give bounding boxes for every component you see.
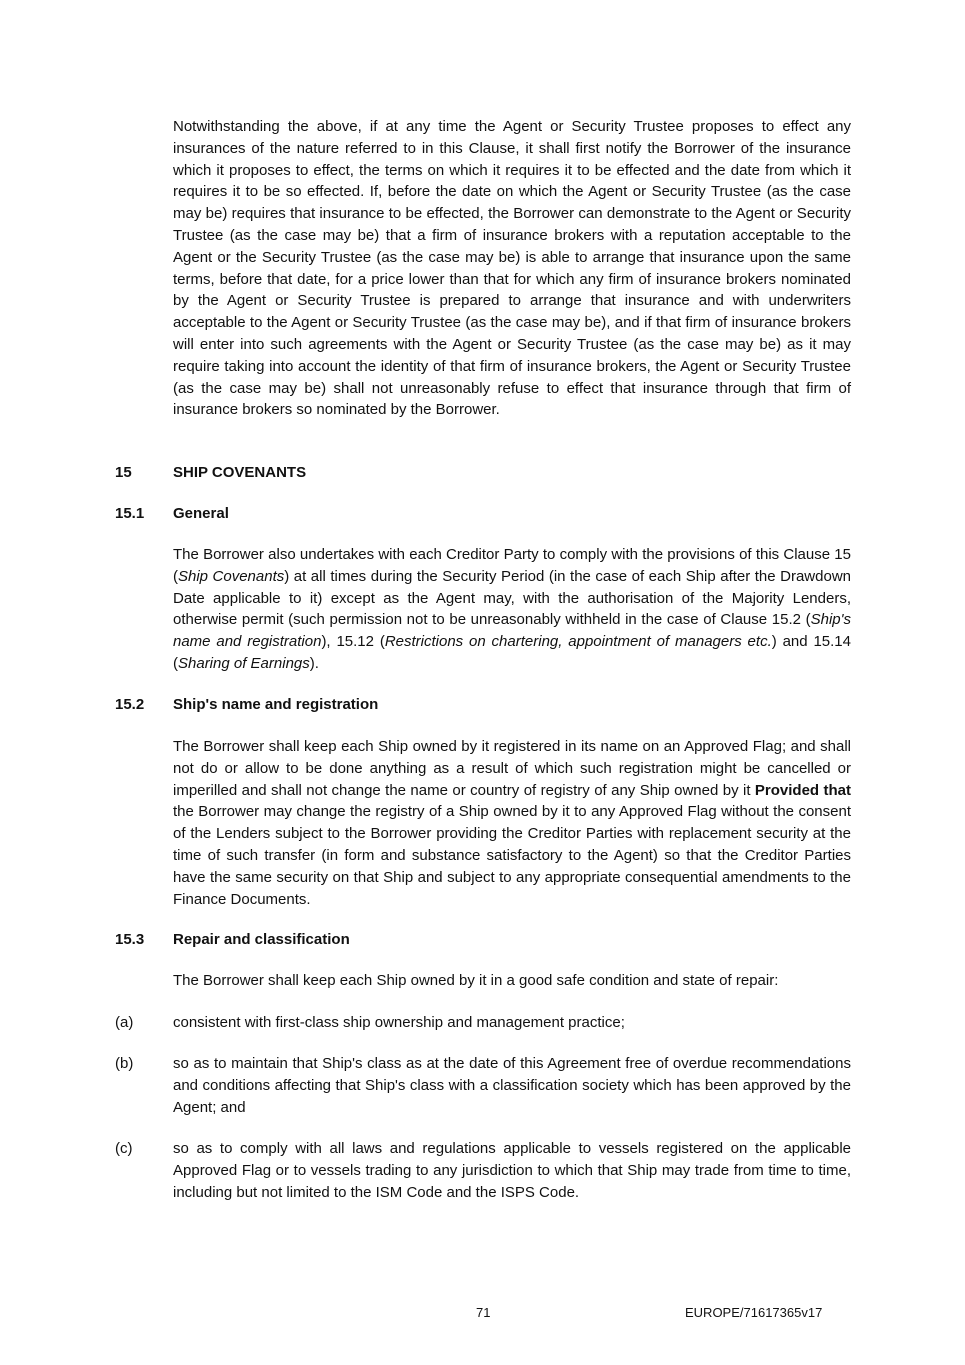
clause-15-3-intro: The Borrower shall keep each Ship owned by it in a good safe condition and state of repair:: [173, 972, 779, 989]
clause-15-2-heading: [115, 694, 378, 716]
clause-number: 15: [115, 464, 132, 481]
document-reference: EUROPE/71617365v17: [685, 1305, 823, 1320]
clause-15-heading: [115, 462, 306, 484]
list-item-label: (a): [115, 1014, 134, 1031]
list-item-label: (c): [115, 1140, 133, 1157]
clause-15-1-paragraph: The Borrower also undertakes with each Creditor Party to comply with the provisions of this Clause 15 (Ship Covenants) at all times during the Security Period (in the case of each Ship after the Drawdown Date applicable to it) except as the Agent may, with the authorisation of the Majority Lenders, otherwise permit (such permission not to be unreasonably withheld in the case of Clause 15.2 (Ship's name and registration), 15.12 (Restrictions on chartering, appointment of managers etc.) and 15.14 (Sharing of Earnings).: [173, 546, 851, 672]
intro-paragraph: Notwithstanding the above, if at any time the Agent or Security Trustee proposes to effect any insurances of the nature referred to in this Clause, it shall first notify the Borrower of the insurance which it proposes to effect, the terms on which it requires it to be effected and the date from which it requires it to be so effected. If, before the date on which the Agent or Security Trustee (as the case may be) requires that insurance to be effected, the Borrower can demonstrate to the Agent or Security Trustee (as the case may be) that a firm of insurance brokers with a reputation acceptable to the Agent or the Security Trustee (as the case may be) is able to arrange that insurance upon the same terms, before that date, for a price lower than that for which any firm of insurance brokers nominated by the Agent or Security Trustee is prepared to arrange that insurance and with underwriters acceptable to the Agent or Security Trustee (as the case may be), and if that firm of insurance brokers will enter into such agreements with the Agent or Security Trustee (as the case may be) as it may require taking into account the identity of that firm of insurance brokers, the Agent or Security Trustee (as the case may be) shall not unreasonably refuse to effect that insurance through that firm of insurance brokers so nominated by the Borrower.: [173, 118, 851, 419]
list-item-label: (b): [115, 1055, 134, 1072]
list-item-text: so as to maintain that Ship's class as at the date of this Agreement free of overdue recommendations and conditions affecting that Ship's class with a classification society which has been approved by the Agent; and: [173, 1055, 851, 1116]
clause-title: SHIP COVENANTS: [173, 464, 307, 481]
list-item-text: so as to comply with all laws and regulations applicable to vessels registered on the applicable Approved Flag or to vessels trading to any jurisdiction to which that Ship may trade from time to time, including but not limited to the ISM Code and the ISPS Code.: [173, 1140, 851, 1201]
clause-15-3-heading: [115, 929, 350, 951]
clause-number: 15.2: [115, 696, 145, 713]
clause-number: 15.1: [115, 505, 145, 522]
clause-title: General: [173, 505, 229, 522]
clause-title: Repair and classification: [173, 931, 350, 948]
page-number: 71: [476, 1305, 491, 1320]
list-item-text: consistent with first-class ship ownership and management practice;: [173, 1014, 625, 1031]
clause-title: Ship's name and registration: [173, 696, 379, 713]
clause-15-2-paragraph: The Borrower shall keep each Ship owned by it registered in its name on an Approved Flag; and shall not do or allow to be done anything as a result of which such registration might be cancelled or imperilled and shall not change the name or country of registry of any Ship owned by it Provided that the Borrower may change the registry of a Ship owned by it to any Approved Flag without the consent of the Lenders subject to the Borrower providing the Creditor Parties with replacement security at the time of such transfer (in form and substance satisfactory to the Agent) so that the Creditor Parties have the same security on that Ship and subject to any appropriate consequential amendments to the Finance Documents.: [173, 738, 851, 908]
clause-number: 15.3: [115, 931, 145, 948]
clause-15-1-heading: [115, 503, 229, 525]
